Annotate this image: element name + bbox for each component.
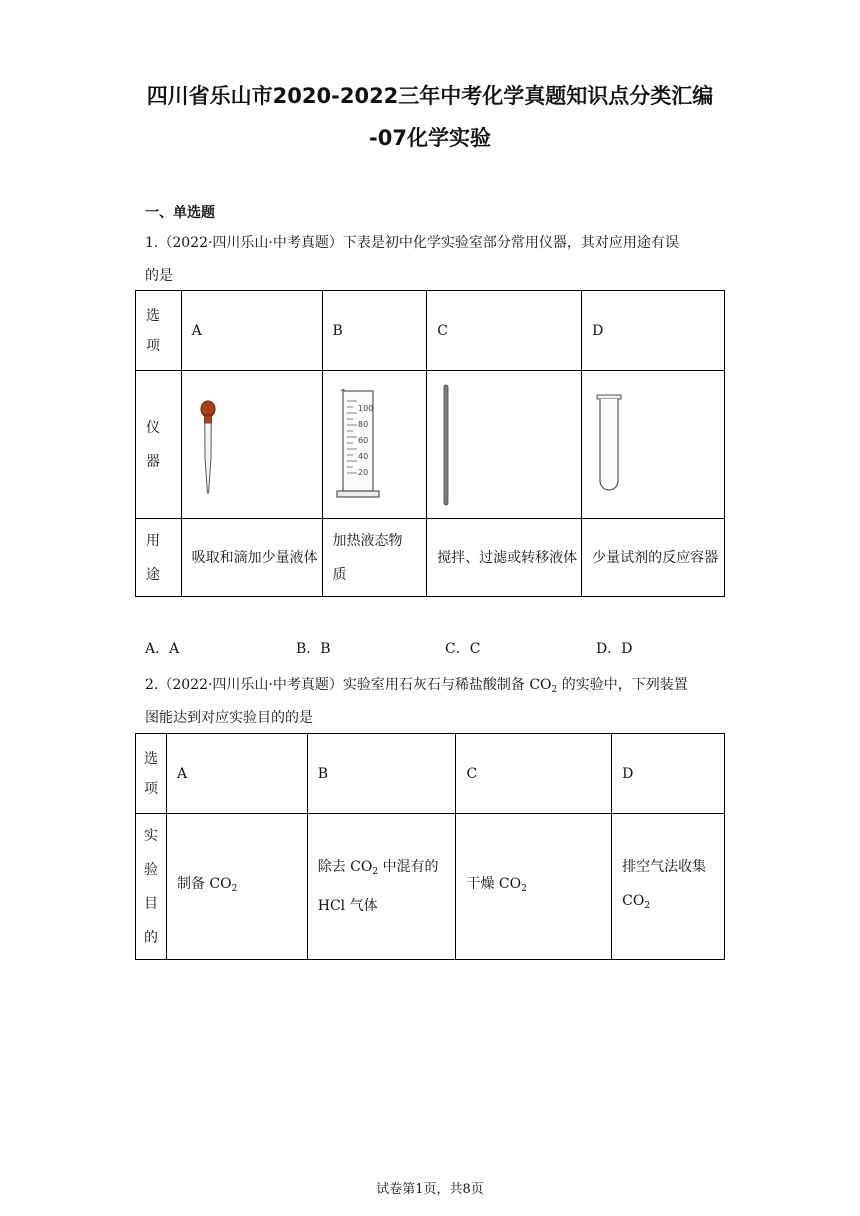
q1-stem-line1: 1.（2022·四川乐山·中考真题）下表是初中化学实验室部分常用仪器，其对应用途有误 (145, 235, 679, 251)
cylinder-tick-label: 100 (357, 403, 373, 413)
q1-cell-cylinder (322, 371, 427, 519)
cylinder-tick-label: 80 (357, 419, 368, 429)
q2-head-a: A (166, 734, 307, 814)
q1-head-a: A (181, 291, 322, 371)
q1-row-use-label: 用途 (136, 519, 182, 597)
q2-head-c: C (456, 734, 612, 814)
q2-purpose-c: 干燥 $CO_2$ (456, 814, 612, 960)
q1-head-option: 选项 (136, 291, 182, 371)
dropper-icon (192, 395, 232, 495)
q1-head-c: C (427, 291, 582, 371)
test-tube-icon (592, 393, 632, 497)
q1-option-c[interactable]: C．C (445, 641, 481, 657)
q1-option-b[interactable]: B．B (296, 641, 331, 657)
q2-head-d: D (612, 734, 725, 814)
q1-table (135, 290, 725, 597)
q2-stem-line2: 图能达到对应实验目的的是 (145, 710, 313, 726)
q2-purpose-d: 排空气法收集 $CO_2$ (612, 814, 725, 960)
doc-title-line2: -07化学实验 (369, 126, 491, 150)
q1-use-d: 少量试剂的反应容器 (582, 519, 725, 597)
q1-cell-test-tube (582, 371, 725, 519)
q1-option-d[interactable]: D．D (596, 641, 633, 657)
q2-row-purpose-label: 实验目的 (136, 814, 167, 960)
q1-use-b: 加热液态物质 (322, 519, 427, 597)
q2-purpose-b: 除去 $CO_2$ 中混有的 HCl 气体 (307, 814, 456, 960)
q2-head-b: B (307, 734, 456, 814)
q1-stem-line2: 的是 (145, 268, 173, 284)
cylinder-tick-label: 20 (357, 467, 368, 477)
q1-option-a[interactable]: A．A (145, 641, 180, 657)
q2-table (135, 733, 725, 960)
glass-rod-icon (437, 383, 457, 507)
q2-purpose-a: 制备 $CO_2$ (166, 814, 307, 960)
graduated-cylinder-icon (333, 389, 393, 501)
cylinder-tick-label: 40 (357, 451, 368, 461)
q1-cell-dropper (181, 371, 322, 519)
q1-row-instrument-label: 仪器 (136, 371, 182, 519)
q1-use-c: 搅拌、过滤或转移液体 (427, 519, 582, 597)
section-heading: 一、单选题 (145, 205, 215, 221)
q1-head-d: D (582, 291, 725, 371)
q2-head-option: 选项 (136, 734, 167, 814)
q1-cell-glass-rod (427, 371, 582, 519)
cylinder-tick-label: 60 (357, 435, 368, 445)
q1-use-a: 吸取和滴加少量液体 (181, 519, 322, 597)
page-footer: 试卷第1页，共8页 (376, 1182, 484, 1197)
q2-stem-line1: 2.（2022·四川乐山·中考真题）实验室用石灰石与稀盐酸制备 $CO_2$ 的实验中，下列装置 (145, 677, 688, 695)
doc-title-line1: 四川省乐山市2020-2022三年中考化学真题知识点分类汇编 (146, 84, 714, 108)
q1-head-b: B (322, 291, 427, 371)
